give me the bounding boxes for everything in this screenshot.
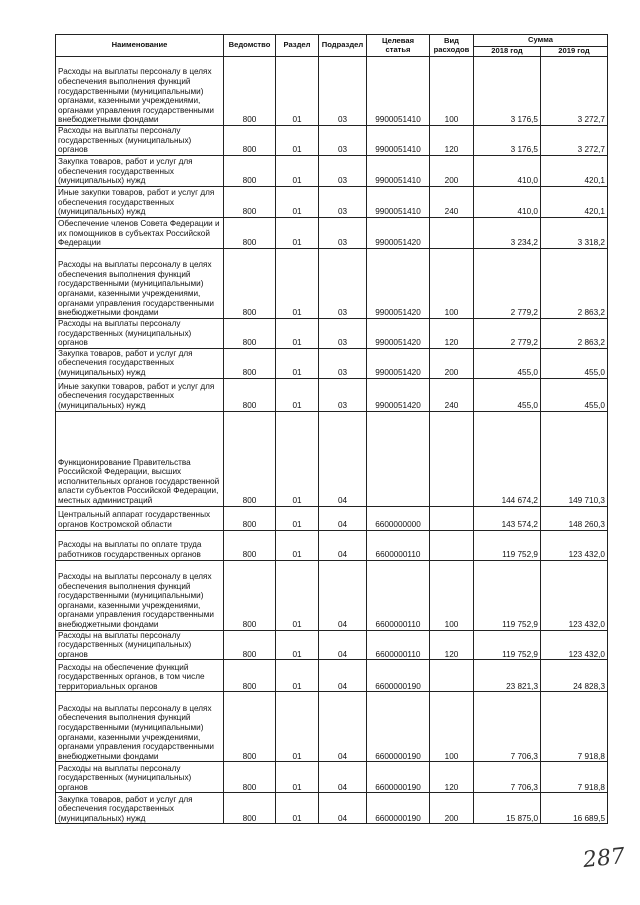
- row-target: 9900051420: [367, 217, 430, 248]
- header-subsection: Подраздел: [319, 35, 367, 57]
- row-amount-2018: 2 779,2: [474, 318, 541, 348]
- row-name: Расходы на обеспечение функций государственных органов, в том числе территориальных органов: [56, 660, 224, 692]
- row-name: Расходы на выплаты персоналу государственных (муниципальных) органов: [56, 762, 224, 793]
- row-expense-type: [430, 217, 474, 248]
- budget-table: [55, 34, 608, 824]
- row-name: Расходы на выплаты персоналу государственных (муниципальных) органов: [56, 126, 224, 156]
- row-department: 800: [224, 248, 276, 318]
- row-subsection: 03: [319, 126, 367, 156]
- row-department: 800: [224, 411, 276, 506]
- table-row: [56, 155, 608, 186]
- row-name: Расходы на выплаты персоналу в целях обеспечения выполнения функций государственными (муниципальными) органами, казенными учреждениями, органами управления государственными внебюджетными фондами: [56, 560, 224, 630]
- row-amount-2019: 420,1: [541, 186, 608, 217]
- row-department: 800: [224, 560, 276, 630]
- table-row: [56, 186, 608, 217]
- row-subsection: 03: [319, 348, 367, 378]
- row-subsection: 03: [319, 378, 367, 411]
- row-amount-2018: 7 706,3: [474, 762, 541, 793]
- row-subsection: 03: [319, 155, 367, 186]
- row-target: 6600000000: [367, 506, 430, 530]
- row-amount-2019: 123 432,0: [541, 560, 608, 630]
- table-row: [56, 411, 608, 506]
- row-department: 800: [224, 155, 276, 186]
- row-name: Расходы на выплаты персоналу государственных (муниципальных) органов: [56, 318, 224, 348]
- row-section: 01: [276, 155, 319, 186]
- row-section: 01: [276, 57, 319, 126]
- row-amount-2018: 410,0: [474, 155, 541, 186]
- row-amount-2019: 455,0: [541, 348, 608, 378]
- row-amount-2019: 420,1: [541, 155, 608, 186]
- row-expense-type: [430, 530, 474, 560]
- row-amount-2018: 119 752,9: [474, 560, 541, 630]
- row-section: 01: [276, 660, 319, 692]
- header-year-2018: 2018 год: [474, 47, 541, 57]
- row-expense-type: 240: [430, 186, 474, 217]
- row-target: 6600000110: [367, 530, 430, 560]
- row-section: 01: [276, 378, 319, 411]
- row-subsection: 04: [319, 762, 367, 793]
- row-subsection: 04: [319, 411, 367, 506]
- row-subsection: 03: [319, 318, 367, 348]
- row-department: 800: [224, 692, 276, 762]
- row-amount-2019: 149 710,3: [541, 411, 608, 506]
- row-department: 800: [224, 762, 276, 793]
- row-subsection: 04: [319, 660, 367, 692]
- row-section: 01: [276, 411, 319, 506]
- row-name: Закупка товаров, работ и услуг для обеспечения государственных (муниципальных) нужд: [56, 348, 224, 378]
- row-section: 01: [276, 318, 319, 348]
- row-name: Расходы на выплаты персоналу в целях обеспечения выполнения функций государственными (муниципальными) органами, казенными учреждениями, органами управления государственными внебюджетными фондами: [56, 692, 224, 762]
- table-row: [56, 348, 608, 378]
- row-amount-2018: 23 821,3: [474, 660, 541, 692]
- row-amount-2018: 144 674,2: [474, 411, 541, 506]
- row-subsection: 03: [319, 217, 367, 248]
- row-amount-2018: 3 176,5: [474, 57, 541, 126]
- row-section: 01: [276, 506, 319, 530]
- row-department: 800: [224, 126, 276, 156]
- row-department: 800: [224, 660, 276, 692]
- row-name: Иные закупки товаров, работ и услуг для обеспечения государственных (муниципальных) нужд: [56, 186, 224, 217]
- row-expense-type: 240: [430, 378, 474, 411]
- row-expense-type: 120: [430, 318, 474, 348]
- row-target: 9900051410: [367, 155, 430, 186]
- row-target: 6600000190: [367, 762, 430, 793]
- row-amount-2018: 3 234,2: [474, 217, 541, 248]
- row-target: 9900051420: [367, 378, 430, 411]
- row-department: 800: [224, 506, 276, 530]
- row-section: 01: [276, 530, 319, 560]
- row-department: 800: [224, 348, 276, 378]
- table-row: [56, 126, 608, 156]
- row-name: Закупка товаров, работ и услуг для обеспечения государственных (муниципальных) нужд: [56, 793, 224, 824]
- row-expense-type: 200: [430, 793, 474, 824]
- row-amount-2019: 7 918,8: [541, 692, 608, 762]
- row-amount-2019: 2 863,2: [541, 248, 608, 318]
- row-amount-2018: 410,0: [474, 186, 541, 217]
- table-row: [56, 793, 608, 824]
- header-target: Целевая статья: [367, 35, 430, 57]
- row-section: 01: [276, 126, 319, 156]
- table-row: [56, 57, 608, 126]
- row-name: Расходы на выплаты по оплате труда работников государственных органов: [56, 530, 224, 560]
- row-amount-2018: 3 176,5: [474, 126, 541, 156]
- row-amount-2019: 3 318,2: [541, 217, 608, 248]
- row-department: 800: [224, 217, 276, 248]
- page-number: 287: [581, 843, 627, 874]
- table-row: [56, 318, 608, 348]
- row-amount-2019: 16 689,5: [541, 793, 608, 824]
- row-section: 01: [276, 793, 319, 824]
- row-target: 9900051420: [367, 318, 430, 348]
- table-row: [56, 762, 608, 793]
- row-amount-2018: 15 875,0: [474, 793, 541, 824]
- row-target: 9900051420: [367, 348, 430, 378]
- row-amount-2018: 455,0: [474, 378, 541, 411]
- table-row: [56, 692, 608, 762]
- row-amount-2018: 7 706,3: [474, 692, 541, 762]
- row-subsection: 03: [319, 248, 367, 318]
- table-row: [56, 217, 608, 248]
- row-target: 6600000190: [367, 692, 430, 762]
- row-amount-2018: 143 574,2: [474, 506, 541, 530]
- row-target: 9900051410: [367, 57, 430, 126]
- row-amount-2019: 2 863,2: [541, 318, 608, 348]
- row-amount-2018: 2 779,2: [474, 248, 541, 318]
- row-amount-2019: 455,0: [541, 378, 608, 411]
- row-subsection: 04: [319, 530, 367, 560]
- row-target: 6600000110: [367, 560, 430, 630]
- table-row: [56, 560, 608, 630]
- row-department: 800: [224, 318, 276, 348]
- row-name: Центральный аппарат государственных органов Костромской области: [56, 506, 224, 530]
- row-section: 01: [276, 692, 319, 762]
- row-subsection: 04: [319, 560, 367, 630]
- row-section: 01: [276, 186, 319, 217]
- header-name: Наименование: [56, 35, 224, 57]
- row-department: 800: [224, 530, 276, 560]
- row-amount-2019: 123 432,0: [541, 530, 608, 560]
- row-amount-2019: 3 272,7: [541, 126, 608, 156]
- row-expense-type: 100: [430, 248, 474, 318]
- row-amount-2019: 123 432,0: [541, 630, 608, 660]
- row-section: 01: [276, 630, 319, 660]
- row-section: 01: [276, 348, 319, 378]
- row-target: 9900051410: [367, 186, 430, 217]
- table-body: [56, 57, 608, 824]
- row-amount-2019: 24 828,3: [541, 660, 608, 692]
- row-name: Обеспечение членов Совета Федерации и их помощников в субъектах Российской Федерации: [56, 217, 224, 248]
- row-target: 9900051420: [367, 248, 430, 318]
- row-subsection: 04: [319, 793, 367, 824]
- row-department: 800: [224, 57, 276, 126]
- table-row: [56, 506, 608, 530]
- row-subsection: 04: [319, 630, 367, 660]
- table-row: [56, 630, 608, 660]
- header-year-2019: 2019 год: [541, 47, 608, 57]
- header-expense-type: Вид расходов: [430, 35, 474, 57]
- row-subsection: 04: [319, 692, 367, 762]
- row-amount-2018: 119 752,9: [474, 530, 541, 560]
- row-target: 9900051410: [367, 126, 430, 156]
- row-name: Расходы на выплаты персоналу государственных (муниципальных) органов: [56, 630, 224, 660]
- row-expense-type: [430, 660, 474, 692]
- row-expense-type: 200: [430, 348, 474, 378]
- row-expense-type: 100: [430, 57, 474, 126]
- row-expense-type: 120: [430, 630, 474, 660]
- row-name: Закупка товаров, работ и услуг для обеспечения государственных (муниципальных) нужд: [56, 155, 224, 186]
- row-section: 01: [276, 560, 319, 630]
- row-name: Функционирование Правительства Российской Федерации, высших исполнительных органов государственной власти субъектов Российской Федерации, местных администраций: [56, 411, 224, 506]
- row-section: 01: [276, 762, 319, 793]
- row-expense-type: 100: [430, 692, 474, 762]
- row-amount-2019: 3 272,7: [541, 57, 608, 126]
- row-subsection: 03: [319, 57, 367, 126]
- row-department: 800: [224, 378, 276, 411]
- row-amount-2018: 455,0: [474, 348, 541, 378]
- row-subsection: 03: [319, 186, 367, 217]
- table-row: [56, 248, 608, 318]
- row-section: 01: [276, 248, 319, 318]
- table-row: [56, 530, 608, 560]
- row-amount-2018: 119 752,9: [474, 630, 541, 660]
- header-sum: Сумма: [474, 35, 608, 47]
- row-name: Иные закупки товаров, работ и услуг для обеспечения государственных (муниципальных) нужд: [56, 378, 224, 411]
- row-section: 01: [276, 217, 319, 248]
- row-amount-2019: 148 260,3: [541, 506, 608, 530]
- row-department: 800: [224, 793, 276, 824]
- row-expense-type: 120: [430, 762, 474, 793]
- row-target: 6600000110: [367, 630, 430, 660]
- table-row: [56, 660, 608, 692]
- row-expense-type: [430, 506, 474, 530]
- row-department: 800: [224, 630, 276, 660]
- header-department: Ведомство: [224, 35, 276, 57]
- table-row: [56, 378, 608, 411]
- row-expense-type: [430, 411, 474, 506]
- row-target: 6600000190: [367, 660, 430, 692]
- row-target: [367, 411, 430, 506]
- row-expense-type: 200: [430, 155, 474, 186]
- row-expense-type: 100: [430, 560, 474, 630]
- row-target: 6600000190: [367, 793, 430, 824]
- header-section: Раздел: [276, 35, 319, 57]
- row-amount-2019: 7 918,8: [541, 762, 608, 793]
- row-name: Расходы на выплаты персоналу в целях обеспечения выполнения функций государственными (муниципальными) органами, казенными учреждениями, органами управления государственными внебюджетными фондами: [56, 248, 224, 318]
- row-name: Расходы на выплаты персоналу в целях обеспечения выполнения функций государственными (муниципальными) органами, казенными учреждениями, органами управления государственными внебюджетными фондами: [56, 57, 224, 126]
- row-subsection: 04: [319, 506, 367, 530]
- row-expense-type: 120: [430, 126, 474, 156]
- row-department: 800: [224, 186, 276, 217]
